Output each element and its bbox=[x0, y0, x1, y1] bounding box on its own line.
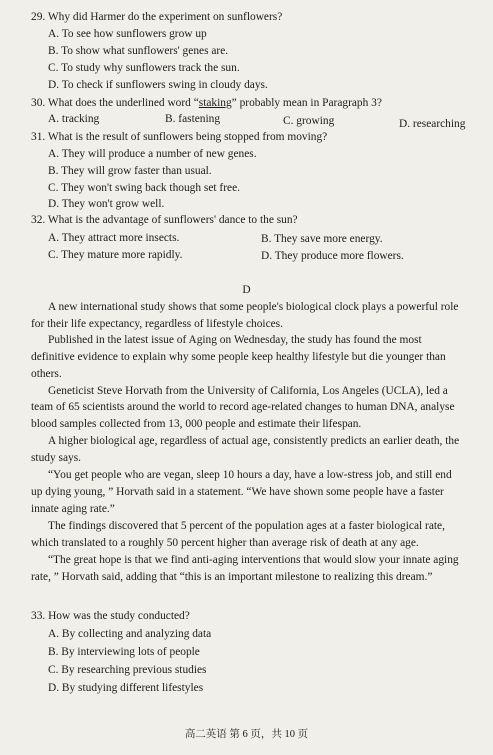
passage-line: blood samples collected from 13, 000 people and estimate their lifespan. bbox=[31, 418, 362, 430]
passage-line: innate aging rate.” bbox=[31, 503, 115, 515]
question-33-stem: 33. How was the study conducted? bbox=[31, 610, 190, 622]
question-31-stem: 31. What is the result of sunflowers being stopped from moving? bbox=[31, 131, 328, 143]
passage-line: A new international study shows that some people's biological clock plays a powerful role bbox=[48, 301, 459, 313]
q30-option-b: B. fastening bbox=[165, 113, 221, 125]
q31-option-d: D. They won't grow well. bbox=[48, 198, 165, 210]
q30-stem-end: ” probably mean in Paragraph 3? bbox=[231, 97, 382, 109]
q33-option-c: C. By researching previous studies bbox=[48, 664, 207, 676]
q30-underlined-word: staking bbox=[198, 97, 232, 109]
passage-line: study says. bbox=[31, 452, 81, 464]
passage-line: Geneticist Steve Horvath from the University of California, Los Angeles (UCLA), led a bbox=[48, 385, 448, 397]
passage-line: others. bbox=[31, 368, 62, 380]
q30-option-d: D. researching bbox=[399, 118, 466, 130]
q30-option-c: C. growing bbox=[283, 115, 335, 127]
q29-option-a: A. To see how sunflowers grow up bbox=[48, 28, 207, 40]
passage-line: which translated to a roughly 50 percent higher than average risk of death at any age. bbox=[31, 537, 419, 549]
passage-line: for their life expectancy, regardless of lifestyle choices. bbox=[31, 318, 283, 330]
passage-line: The findings discovered that 5 percent of the population ages at a faster biological rate, bbox=[48, 520, 445, 532]
q32-option-d: D. They produce more flowers. bbox=[261, 250, 404, 262]
q29-option-d: D. To check if sunflowers swing in cloudy days. bbox=[48, 79, 268, 91]
passage-line: “The great hope is that we find anti-aging interventions that would slow your innate aging bbox=[48, 554, 459, 566]
passage-line: rate, ” Horvath said, adding that “this is an important milestone to realizing this dream.” bbox=[31, 571, 433, 583]
q29-option-b: B. To show what sunflowers' genes are. bbox=[48, 45, 229, 57]
q32-option-b: B. They save more energy. bbox=[261, 233, 383, 245]
q32-option-a: A. They attract more insects. bbox=[48, 232, 180, 244]
page-footer: 高二英语 第 6 页，共 10 页 bbox=[184, 729, 309, 740]
q33-option-a: A. By collecting and analyzing data bbox=[48, 628, 212, 640]
q30-option-a: A. tracking bbox=[48, 113, 100, 125]
passage-line: up dying young, ” Horvath said in a statement. “We have shown some people have a faster bbox=[31, 486, 444, 498]
q29-option-c: C. To study why sunflowers track the sun. bbox=[48, 62, 240, 74]
q33-option-d: D. By studying different lifestyles bbox=[48, 682, 204, 694]
q33-option-b: B. By interviewing lots of people bbox=[48, 646, 200, 658]
passage-line: team of 65 scientists around the world to record age-related changes to human DNA, analyse bbox=[31, 401, 455, 413]
passage-line: A higher biological age, regardless of actual age, consistently predicts an earlier death, the bbox=[48, 435, 460, 447]
section-d-label: D bbox=[242, 284, 251, 296]
passage-line: definitive evidence to explain why some people keep healthy lifestyle but die younger than bbox=[31, 351, 446, 363]
passage-line: “You get people who are vegan, sleep 10 hours a day, have a low-stress job, and still end bbox=[48, 469, 452, 481]
passage-line: Published in the latest issue of Aging on Wednesday, the study has found the most bbox=[48, 334, 422, 346]
q31-option-a: A. They will produce a number of new genes. bbox=[48, 148, 257, 160]
question-29-stem: 29. Why did Harmer do the experiment on sunflowers? bbox=[31, 11, 283, 23]
q31-option-b: B. They will grow faster than usual. bbox=[48, 165, 212, 177]
question-32-stem: 32. What is the advantage of sunflowers' dance to the sun? bbox=[31, 214, 298, 226]
question-30-stem bbox=[31, 96, 382, 110]
q30-stem-start: 30. What does the underlined word “ bbox=[31, 97, 199, 109]
q31-option-c: C. They won't swing back though set free. bbox=[48, 182, 240, 194]
q32-option-c: C. They mature more rapidly. bbox=[48, 249, 183, 261]
